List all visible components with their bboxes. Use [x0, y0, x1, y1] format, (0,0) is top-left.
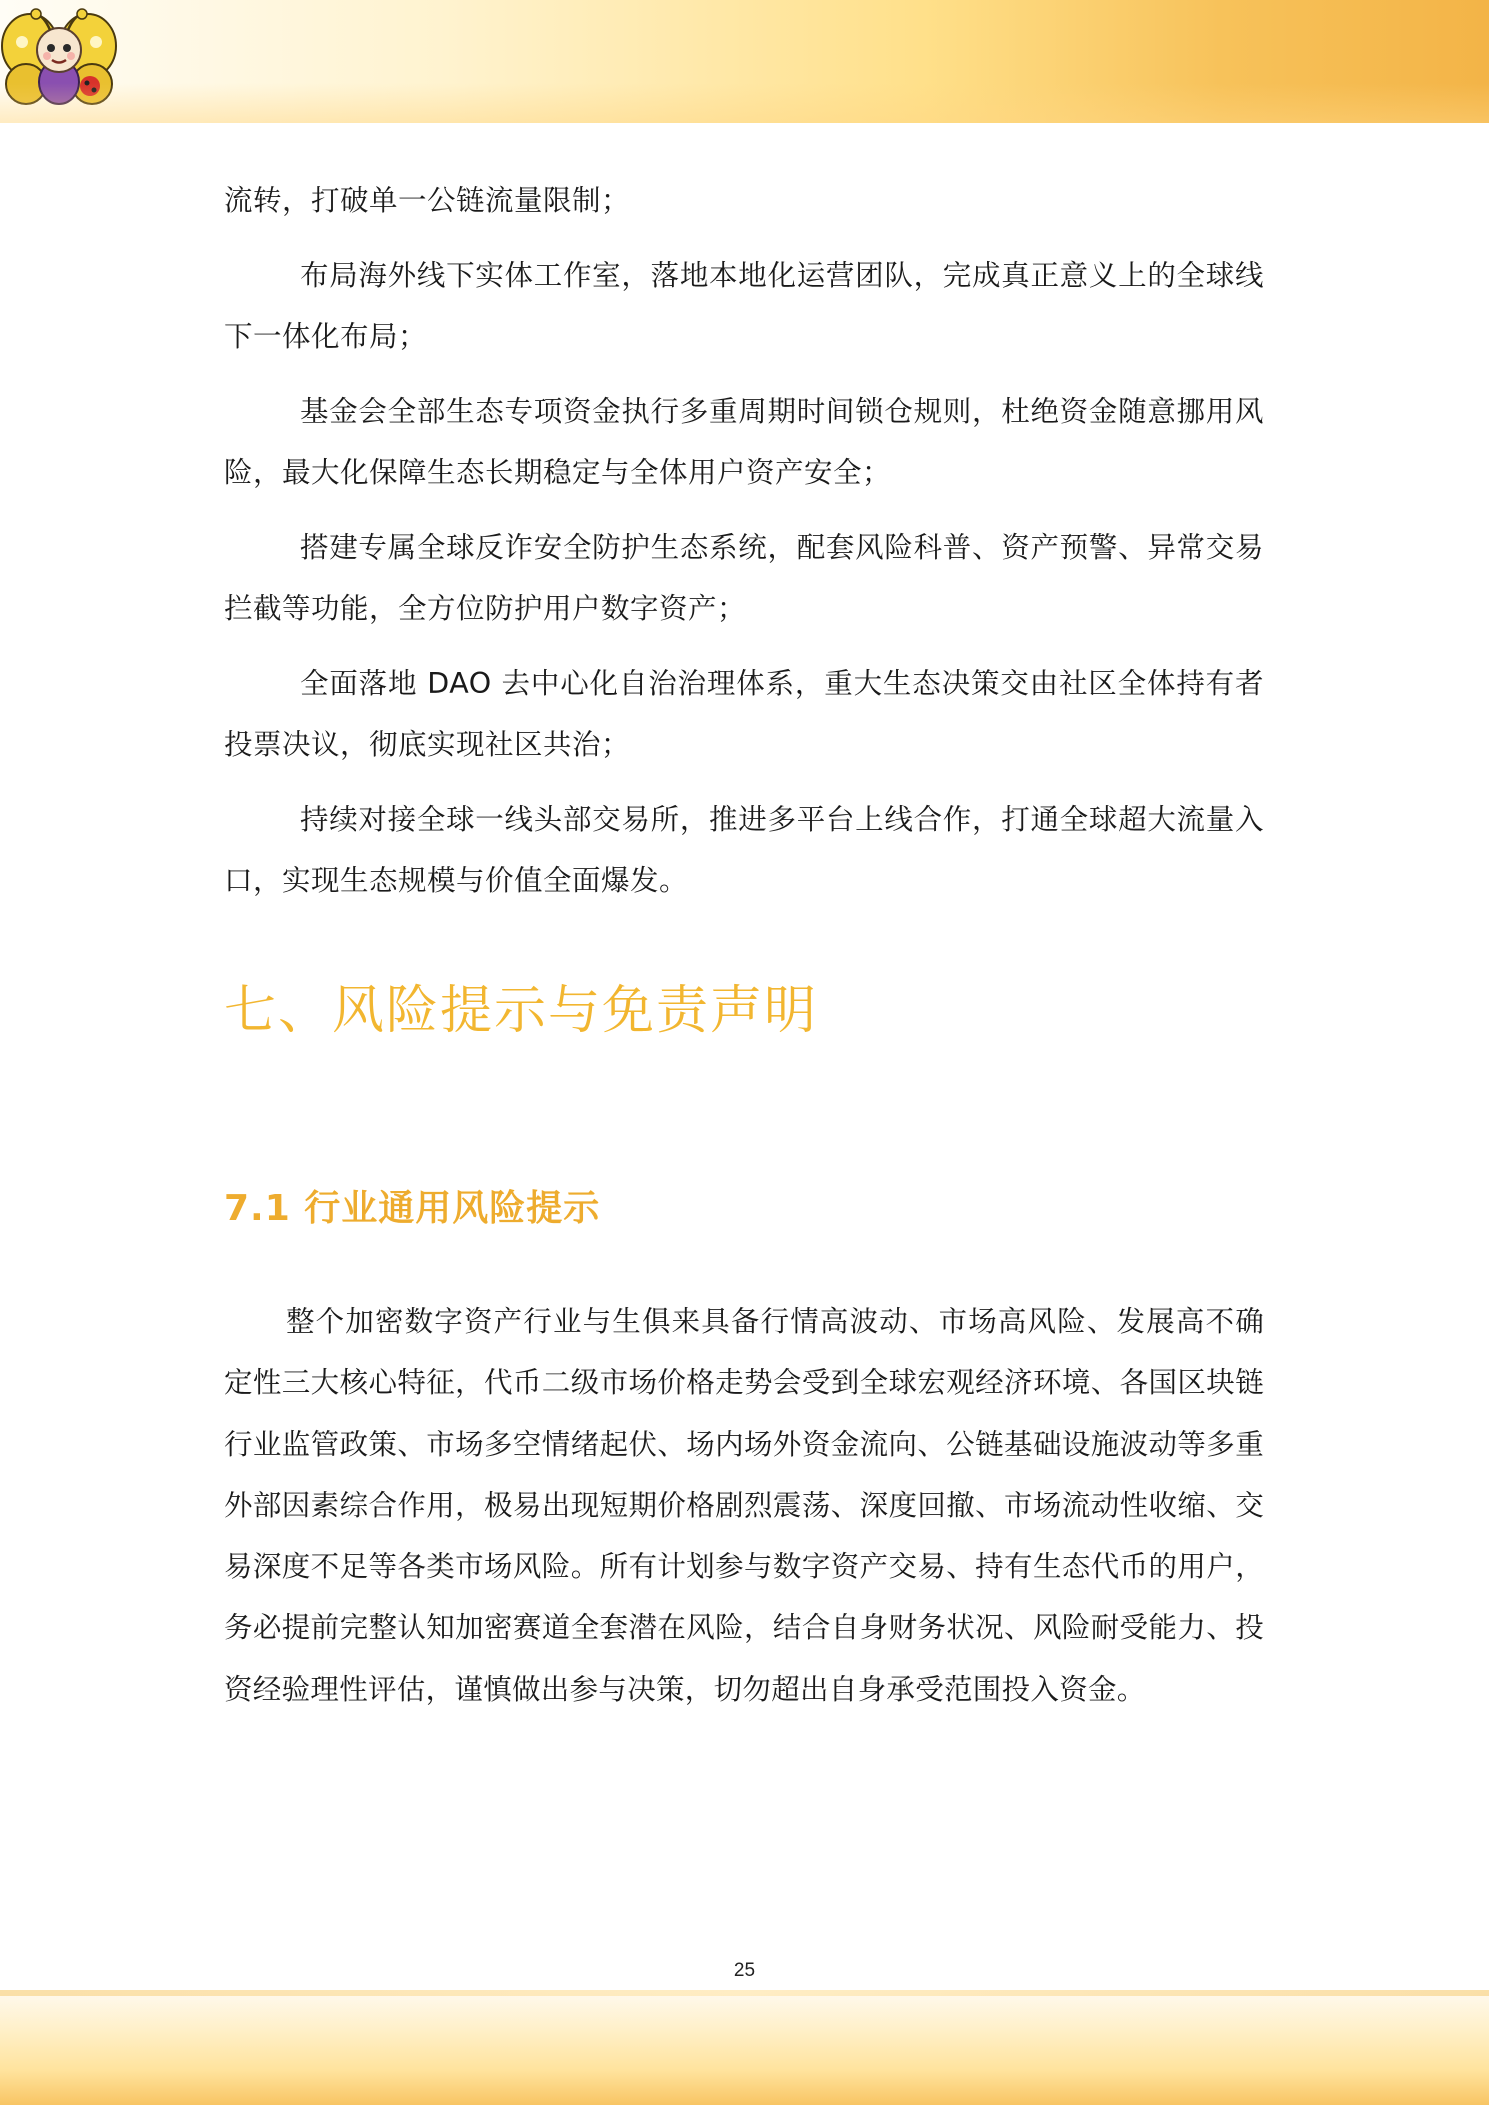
paragraph: 基金会全部生态专项资金执行多重周期时间锁仓规则，杜绝资金随意挪用风险，最大化保障生态长期稳定与全体用户资产安全；: [224, 395, 1264, 489]
page-header-band: [0, 0, 1489, 123]
paragraph: 布局海外线下实体工作室，落地本地化运营团队，完成真正意义上的全球线下一体化布局；: [224, 259, 1264, 353]
paragraph: 流转，打破单一公链流量限制；: [224, 184, 631, 217]
paragraph: 持续对接全球一线头部交易所，推进多平台上线合作，打通全球超大流量入口，实现生态规模与价值全面爆发。: [224, 803, 1264, 897]
paragraph: 全面落地 DAO 去中心化自治治理体系，重大生态决策交由社区全体持有者投票决议，彻底实现社区共治；: [224, 667, 1264, 761]
page-footer-band: [0, 1990, 1489, 2105]
section-body: [224, 1291, 1264, 1720]
chapter-title: 七、风险提示与免责声明: [224, 981, 819, 1041]
section-title: 7.1 行业通用风险提示: [224, 1188, 601, 1229]
page-number: 25: [733, 1960, 756, 1981]
paragraph: 整个加密数字资产行业与生俱来具备行情高波动、市场高风险、发展高不确定性三大核心特征，代币二级市场价格走势会受到全球宏观经济环境、各国区块链行业监管政策、市场多空情绪起伏、场内场外资金流向、公链基础设施波动等多重外部因素综合作用，极易出现短期价格剧烈震荡、深度回撤、市场流动性收缩、交易深度不足等各类市场风险。所有计划参与数字资产交易、持有生态代币的用户，务必提前完整认知加密赛道全套潜在风险，结合自身财务状况、风险耐受能力、投资经验理性评估，谨慎做出参与决策，切勿超出自身承受范围投入资金。: [224, 1305, 1264, 1706]
butterfly-mascot-icon: [0, 4, 118, 112]
paragraph: 搭建专属全球反诈安全防护生态系统，配套风险科普、资产预警、异常交易拦截等功能，全方位防护用户数字资产；: [224, 531, 1264, 625]
body-text-top: [224, 170, 1264, 911]
